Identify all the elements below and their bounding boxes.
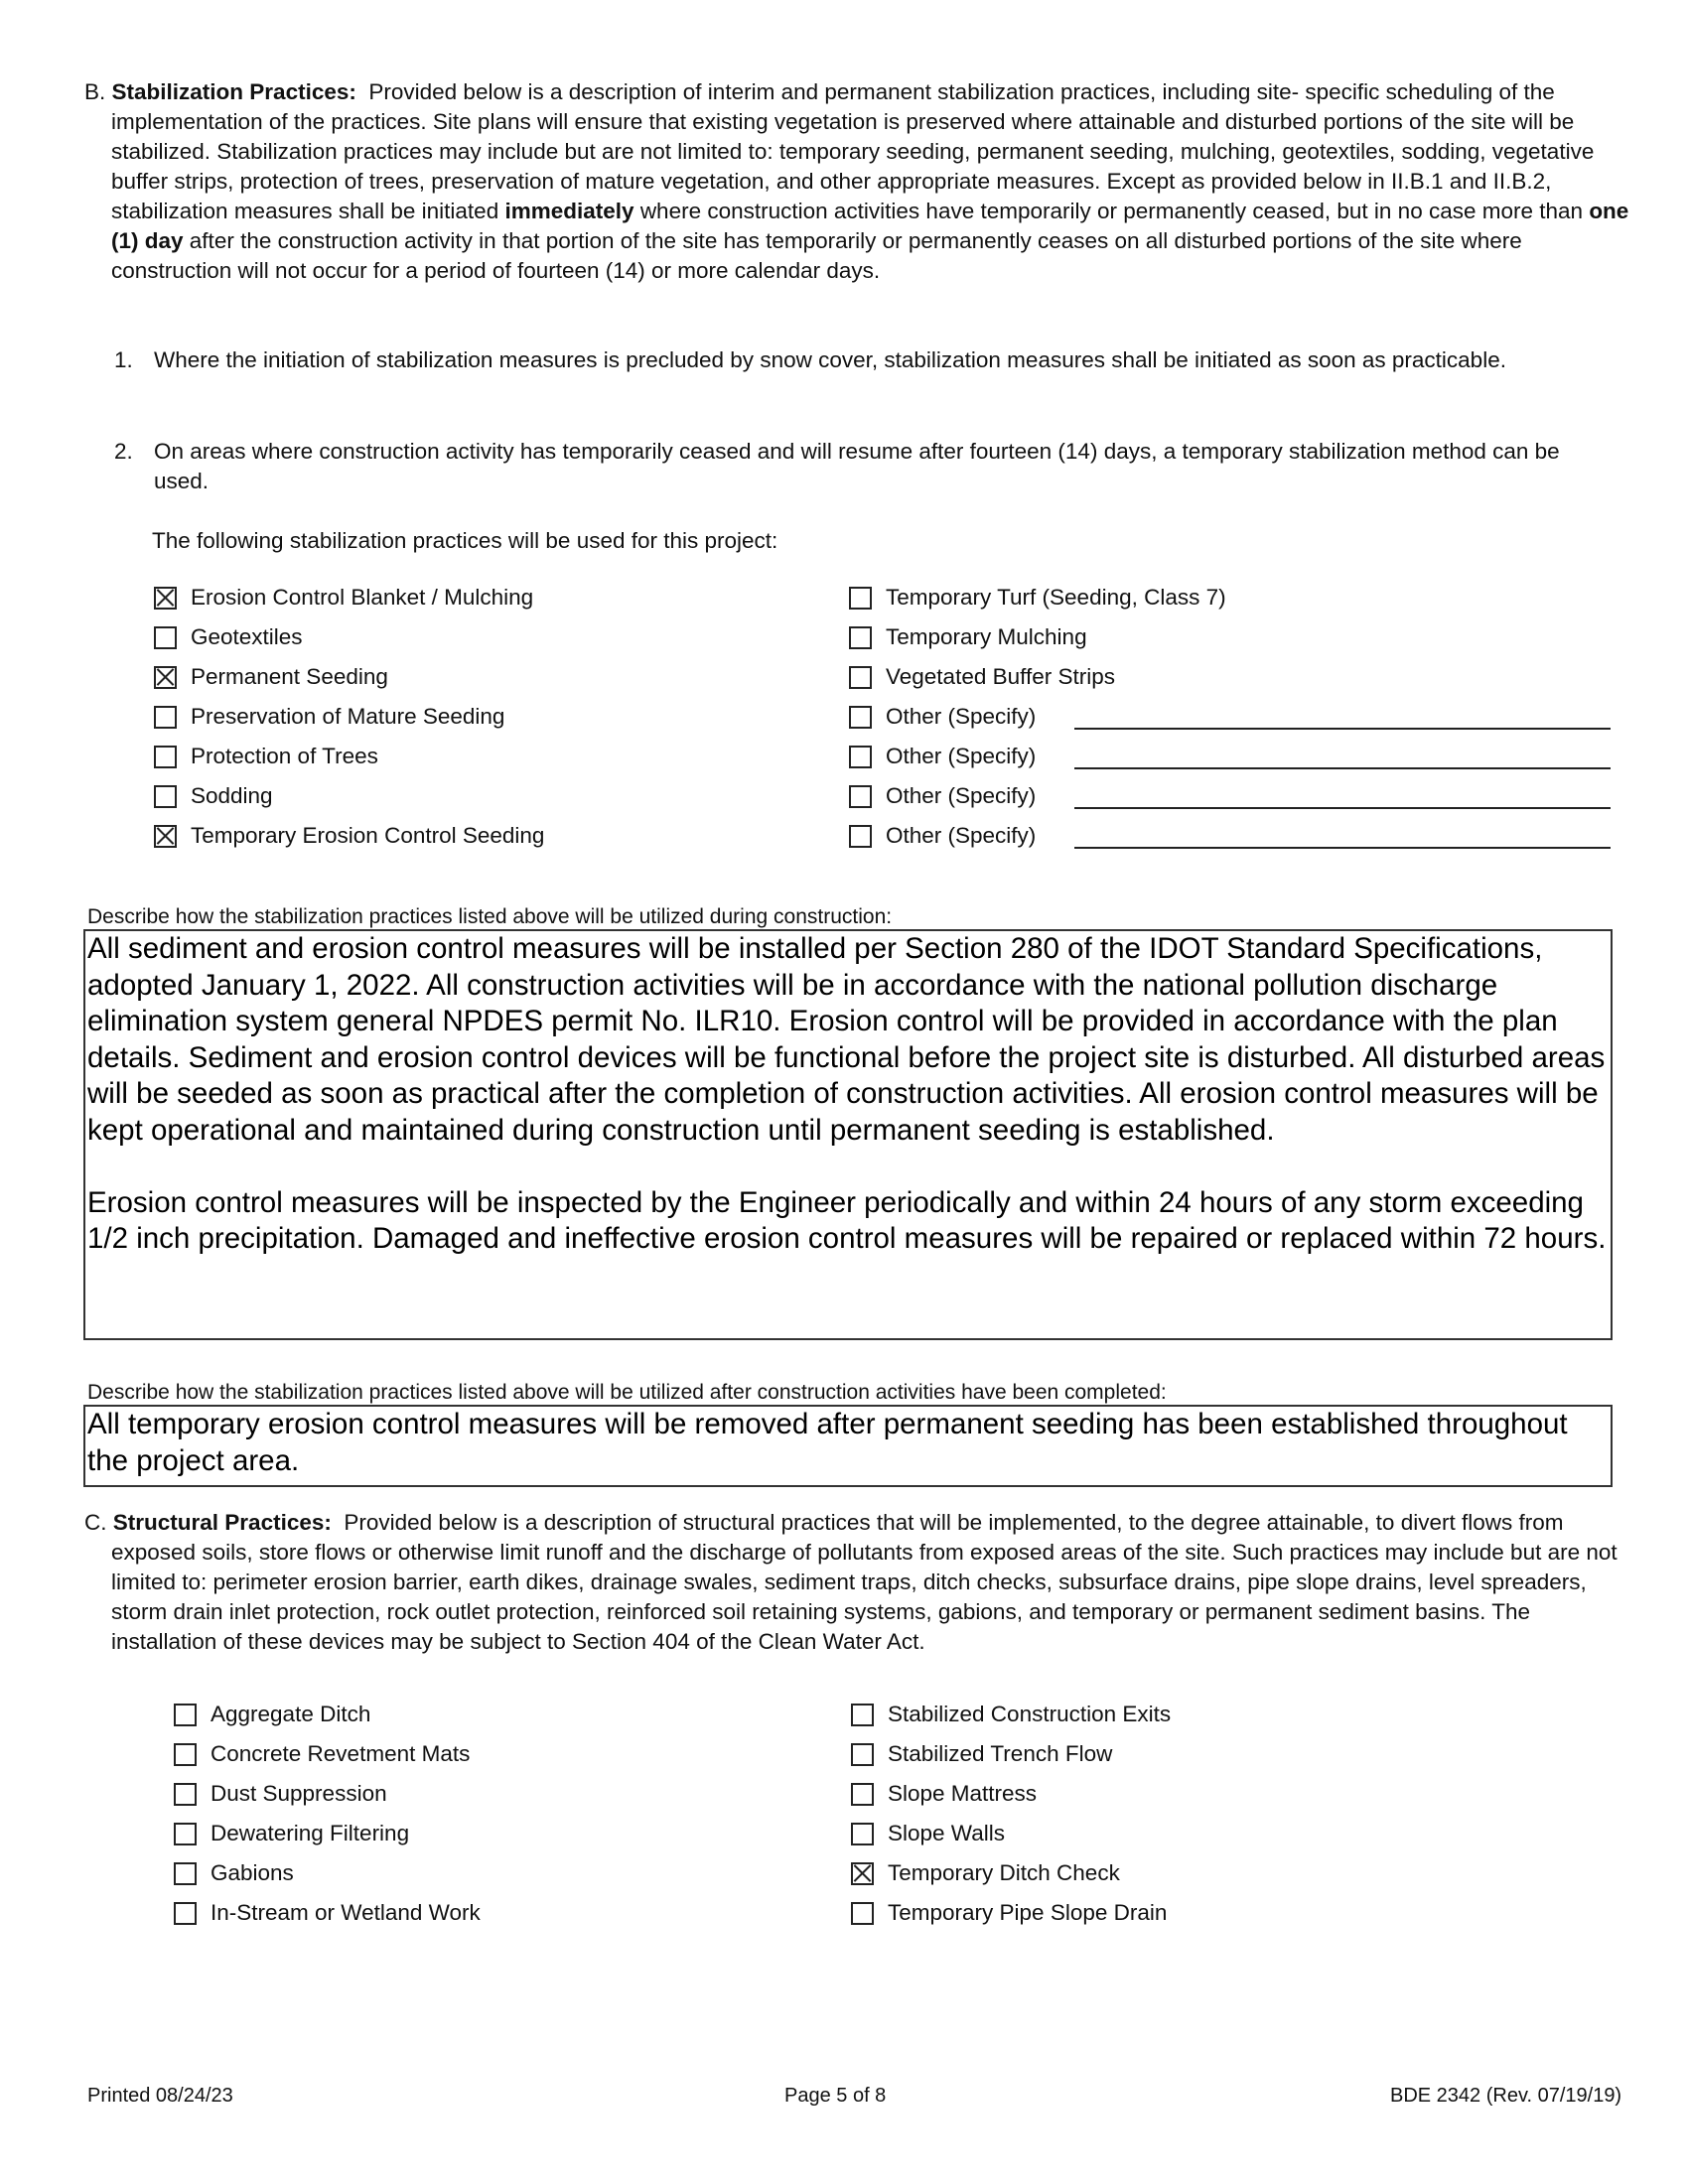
during-construction-text-1: All sediment and erosion control measures will be installed per Section 280 of the IDOT Standard Specifications, adopted January 1, 2022. All construction activities will be in accordance with the national pollution discharge elimination system general NPDES permit No. ILR10. Erosion control will be provided in accordance with the plan details. Sediment and erosion control devices will be functional before the project site is disturbed. All disturbed areas will be seeded as soon as practical after the completion of construction activities. All erosion control measures will be kept operational and maintained during construction until permanent seeding is established. xyxy=(87,932,1606,1147)
checkbox[interactable] xyxy=(849,706,872,729)
section-c-text: Provided below is a description of structural practices that will be implemented, to the degree attainable, to divert flows from exposed soils, store flows or otherwise limit runoff and the discharge of pollutants from exposed areas of the site. Such practices may include but are not limited to: perimeter erosion barrier, earth dikes, drainage swales, sediment traps, ditch checks, subsurface drains, pipe slope drains, level spreaders, storm drain inlet protection, rock outlet protection, reinforced soil retaining systems, gabions, and temporary or permanent sediment basins. The installation of these devices may be subject to Section 404 of the Clean Water Act. xyxy=(111,1510,1618,1654)
checkbox-row[interactable] xyxy=(174,1819,409,1848)
checkbox-label: Other (Specify) xyxy=(886,704,1037,729)
checkbox-row[interactable] xyxy=(849,622,1087,652)
checkbox-label: Concrete Revetment Mats xyxy=(211,1741,471,1766)
checkbox-row[interactable] xyxy=(174,1739,470,1769)
checkbox-row[interactable] xyxy=(174,1858,294,1888)
checkbox-label: Preservation of Mature Seeding xyxy=(191,704,505,729)
checkbox[interactable] xyxy=(154,626,177,649)
checkbox-row[interactable] xyxy=(849,742,1036,771)
checkbox-label: Temporary Turf (Seeding, Class 7) xyxy=(886,585,1226,610)
section-b-bold-immediately: immediately xyxy=(504,199,634,223)
checkbox-label: Stabilized Construction Exits xyxy=(888,1702,1172,1726)
checkbox-checked[interactable] xyxy=(154,825,177,848)
other-specify-line[interactable] xyxy=(1074,847,1611,849)
checkbox-row[interactable] xyxy=(154,702,504,732)
checkbox-label: Stabilized Trench Flow xyxy=(888,1741,1113,1766)
checkbox-label: Sodding xyxy=(191,783,273,808)
section-b-text-2: where construction activities have temporarily or permanently ceased, but in no case more than xyxy=(639,199,1584,223)
checkbox-label: Erosion Control Blanket / Mulching xyxy=(191,585,534,610)
checkbox-row[interactable] xyxy=(154,622,303,652)
checkbox[interactable] xyxy=(851,1743,874,1766)
checkbox[interactable] xyxy=(851,1704,874,1726)
checkbox-label: Vegetated Buffer Strips xyxy=(886,664,1115,689)
checkbox[interactable] xyxy=(849,785,872,808)
other-specify-line[interactable] xyxy=(1074,807,1611,809)
checkbox-checked[interactable] xyxy=(851,1862,874,1885)
checkbox-checked[interactable] xyxy=(154,587,177,610)
section-b-text-1: Provided below is a description of interim and permanent stabilization practices, including site- specific scheduling of the implementation of the practices. Site plans will ensure that existing vegetation is preserved where attainable and disturbed portions of the site will be stabilized. Stabilization practices may include but are not limited to: temporary seeding, permanent seeding, mulching, geotextiles, sodding, vegetative buffer strips, protection of trees, preservation of mature vegetation, and other appropriate measures. Except as provided below in II.B.1 and II.B.2, stabilization measures shall be initiated xyxy=(111,79,1595,223)
checkbox[interactable] xyxy=(174,1862,197,1885)
section-c-title: Structural Practices: xyxy=(112,1510,332,1535)
checkbox-row[interactable] xyxy=(851,1700,1171,1729)
checkbox[interactable] xyxy=(154,706,177,729)
checkbox-row[interactable] xyxy=(849,702,1036,732)
checkbox-row[interactable] xyxy=(174,1779,387,1809)
checkbox-label: Aggregate Ditch xyxy=(211,1702,371,1726)
after-construction-label: Describe how the stabilization practices listed above will be utilized after construction activities have been completed: xyxy=(87,1381,1167,1404)
checkbox-row[interactable] xyxy=(154,583,533,613)
checkbox-label: In-Stream or Wetland Work xyxy=(211,1900,481,1925)
section-c-paragraph xyxy=(84,1508,1640,1657)
checkbox-row[interactable] xyxy=(851,1898,1167,1928)
checkbox-row[interactable] xyxy=(851,1858,1120,1888)
checkbox-label: Other (Specify) xyxy=(886,744,1037,768)
checkbox[interactable] xyxy=(849,587,872,610)
section-b-bold-one-day: one (1) day xyxy=(111,199,1629,253)
checkbox-checked[interactable] xyxy=(154,666,177,689)
after-construction-textbox[interactable] xyxy=(83,1405,1613,1487)
checkbox-row[interactable] xyxy=(849,781,1036,811)
checkbox[interactable] xyxy=(849,626,872,649)
checkbox-row[interactable] xyxy=(174,1898,481,1928)
checkbox-label: Slope Mattress xyxy=(888,1781,1038,1806)
checkbox-row[interactable] xyxy=(154,662,388,692)
other-specify-line[interactable] xyxy=(1074,767,1611,769)
checkbox-row[interactable] xyxy=(851,1819,1005,1848)
checkbox[interactable] xyxy=(174,1783,197,1806)
during-construction-textbox[interactable] xyxy=(83,929,1613,1340)
checkbox[interactable] xyxy=(174,1823,197,1845)
footer-printed-date: Printed 08/24/23 xyxy=(87,2085,233,2107)
list-item-text: Where the initiation of stabilization measures is precluded by snow cover, stabilization measures shall be initiated as soon as practicable. xyxy=(154,347,1506,372)
checkbox-label: Temporary Ditch Check xyxy=(888,1860,1120,1885)
checkbox-row[interactable] xyxy=(849,662,1115,692)
checkbox[interactable] xyxy=(174,1902,197,1925)
checkbox[interactable] xyxy=(174,1704,197,1726)
list-item-number: 2. xyxy=(114,439,133,464)
list-item-text: On areas where construction activity has temporarily ceased and will resume after fourteen (14) days, a temporary stabilization method can be used. xyxy=(154,439,1560,493)
practices-intro: The following stabilization practices will be used for this project: xyxy=(152,528,778,553)
checkbox[interactable] xyxy=(154,785,177,808)
checkbox[interactable] xyxy=(849,666,872,689)
checkbox-label: Dewatering Filtering xyxy=(211,1821,410,1845)
checkbox-row[interactable] xyxy=(849,583,1226,613)
checkbox[interactable] xyxy=(849,746,872,768)
checkbox[interactable] xyxy=(849,825,872,848)
after-construction-text: All temporary erosion control measures will be removed after permanent seeding has been established throughout the project area. xyxy=(87,1408,1568,1477)
checkbox-label: Dust Suppression xyxy=(211,1781,387,1806)
checkbox[interactable] xyxy=(154,746,177,768)
checkbox-label: Other (Specify) xyxy=(886,823,1037,848)
checkbox-label: Slope Walls xyxy=(888,1821,1005,1845)
checkbox-label: Temporary Mulching xyxy=(886,624,1087,649)
section-b-paragraph xyxy=(84,77,1640,286)
footer-page-number: Page 5 of 8 xyxy=(784,2085,887,2107)
during-construction-label: Describe how the stabilization practices listed above will be utilized during construction: xyxy=(87,905,893,928)
checkbox-label: Protection of Trees xyxy=(191,744,378,768)
checkbox[interactable] xyxy=(851,1823,874,1845)
checkbox[interactable] xyxy=(851,1783,874,1806)
checkbox-label: Permanent Seeding xyxy=(191,664,388,689)
other-specify-line[interactable] xyxy=(1074,728,1611,730)
checkbox-label: Other (Specify) xyxy=(886,783,1037,808)
checkbox-row[interactable] xyxy=(154,742,378,771)
checkbox[interactable] xyxy=(174,1743,197,1766)
checkbox-row[interactable] xyxy=(851,1739,1112,1769)
section-b-letter: B. xyxy=(84,79,106,104)
checkbox-row[interactable] xyxy=(174,1700,370,1729)
checkbox-row[interactable] xyxy=(851,1779,1037,1809)
checkbox-label: Gabions xyxy=(211,1860,294,1885)
footer-form-number: BDE 2342 (Rev. 07/19/19) xyxy=(1390,2085,1622,2107)
checkbox-row[interactable] xyxy=(154,781,273,811)
checkbox-row[interactable] xyxy=(154,821,544,851)
checkbox-row[interactable] xyxy=(849,821,1036,851)
section-b-title: Stabilization Practices: xyxy=(111,79,356,104)
checkbox-label: Temporary Erosion Control Seeding xyxy=(191,823,545,848)
list-item-number: 1. xyxy=(114,347,133,372)
checkbox-label: Temporary Pipe Slope Drain xyxy=(888,1900,1168,1925)
section-b-text-3: after the construction activity in that portion of the site has temporarily or permanently ceases on all disturbed portions of the site where construction will not occur for a period of fourteen (14) or more calendar days. xyxy=(111,228,1522,283)
during-construction-text-2: Erosion control measures will be inspected by the Engineer periodically and within 24 hours of any storm exceeding 1/2 inch precipitation. Damaged and ineffective erosion control measures will be repaired or replaced within 72 hours. xyxy=(87,1185,1607,1255)
section-c-letter: C. xyxy=(84,1510,107,1535)
checkbox-label: Geotextiles xyxy=(191,624,303,649)
checkbox[interactable] xyxy=(851,1902,874,1925)
